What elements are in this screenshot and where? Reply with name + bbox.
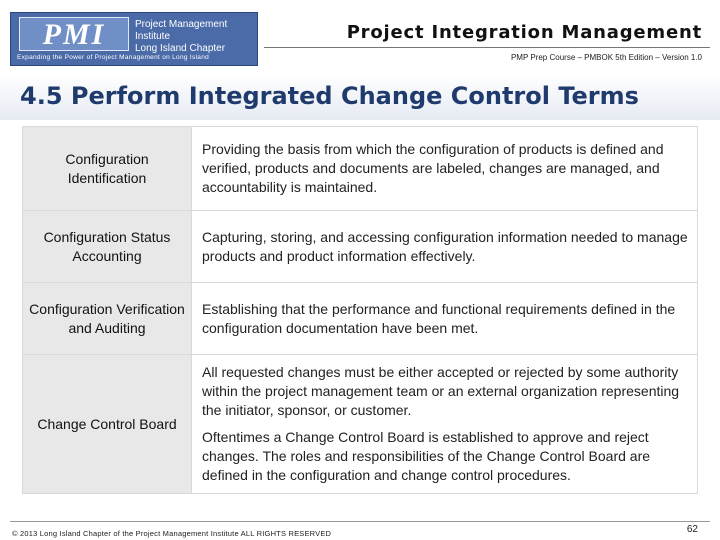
term-cell: Configuration Identification <box>23 127 192 211</box>
table-row <box>23 211 698 283</box>
slide-title: 4.5 Perform Integrated Change Control Terms <box>20 82 639 110</box>
definition-text: Establishing that the performance and functional requirements defined in the configuration documentation have been met. <box>202 300 676 336</box>
logo-tagline: Expanding the Power of Project Management on Long Island <box>17 54 210 61</box>
definition-text: Providing the basis from which the configuration of products is defined and verified, products and documents are labeled, changes are managed, and accountability is maintained. <box>202 141 664 195</box>
term-cell: Configuration Status Accounting <box>23 211 192 283</box>
pmi-logo <box>10 12 258 66</box>
header-divider <box>264 47 710 48</box>
footer-copyright: © 2013 Long Island Chapter of the Project Management Institute ALL RIGHTS RESERVED <box>12 529 332 538</box>
logo-org-name <box>135 19 257 55</box>
term-cell: Change Control Board <box>23 355 192 494</box>
page-number: 62 <box>686 524 698 535</box>
footer-divider <box>10 521 710 522</box>
table-row <box>23 283 698 355</box>
definition-cell <box>192 355 698 494</box>
definition-text: Oftentimes a Change Control Board is established to approve and reject changes. The roles and responsibilities of the Change Control Board are defined in the configuration and change control procedures. <box>202 429 651 483</box>
logo-org-name-line1: Project Management Institute <box>135 19 228 42</box>
table-row <box>23 127 698 211</box>
pmi-logo-mark: PMI <box>19 17 129 51</box>
definition-text: Capturing, storing, and accessing configuration information needed to manage products and product information effectively. <box>202 228 688 264</box>
definition-cell <box>192 211 698 283</box>
header-subtitle: PMP Prep Course – PMBOK 5th Edition – Version 1.0 <box>510 53 702 62</box>
term-cell: Configuration Verification and Auditing <box>23 283 192 355</box>
table-row <box>23 355 698 494</box>
header-title: Project Integration Management <box>346 22 702 43</box>
terms-table <box>22 126 698 494</box>
definition-cell <box>192 283 698 355</box>
logo-org-name-line2: Long Island Chapter <box>135 43 226 54</box>
definition-text: All requested changes must be either accepted or rejected by some authority within the project management team or an external organization representing the initiator, sponsor, or customer. <box>202 364 680 418</box>
definition-cell <box>192 127 698 211</box>
